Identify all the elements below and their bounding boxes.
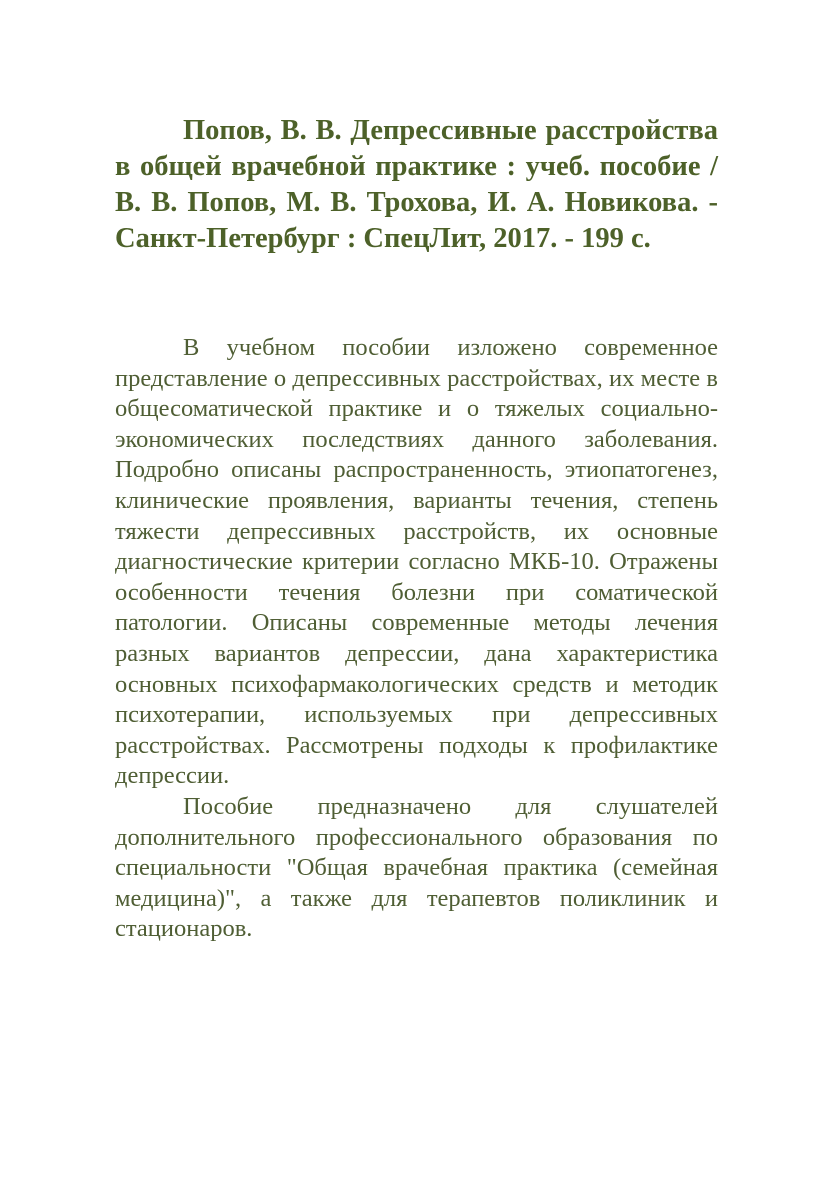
abstract-paragraph-audience: Пособие предназначено для слушателей дополнительного профессионального образования по специальности "Общая врачебная практика (семейная медицина)", а также для терапевтов поликлиник и стационаров.	[115, 792, 718, 943]
abstract-paragraph-description: В учебном пособии изложено современное представление о депрессивных расстройствах, их месте в общесоматической практике и о тяжелых социально-экономических последствиях данного заболевания. Подробно описаны распространенность, этиопатогенез, клинические проявления, варианты течения, степень тяжести депрессивных расстройств, их основные диагностические критерии согласно МКБ-10. Отражены особенности течения болезни при соматической патологии. Описаны современные методы лечения разных вариантов депрессии, дана характеристика основных психофармакологических средств и методик психотерапии, используемых при депрессивных расстройствах. Рассмотрены подходы к профилактике депрессии.	[115, 334, 718, 790]
abstract-text	[115, 333, 718, 945]
bibliographic-citation: Попов, В. В. Депрессивные расстройства в общей врачебной практике : учеб. пособие / В. В. Попов, М. В. Трохова, И. А. Новикова. - Санкт-Петербург : СпецЛит, 2017. - 199 с.	[115, 115, 718, 254]
